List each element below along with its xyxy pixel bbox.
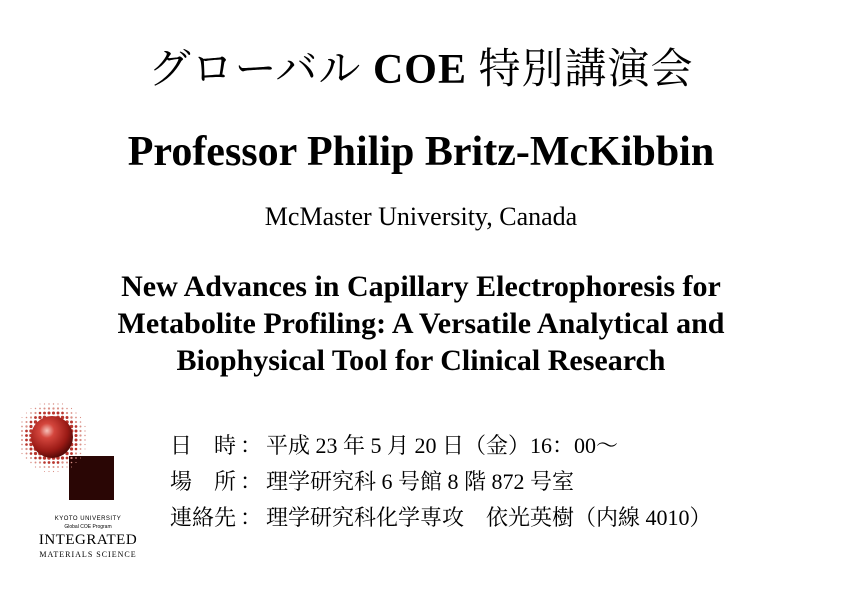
logo-dot: [57, 407, 59, 409]
logo-dot: [62, 403, 63, 404]
logo-dot: [84, 435, 85, 436]
logo-dot: [30, 421, 33, 424]
logo-dot: [80, 417, 81, 418]
event-title-jp-suffix: 特別講演会: [478, 47, 694, 93]
logo-dot: [52, 411, 55, 414]
logo-dot: [57, 466, 59, 468]
logo-dot: [34, 416, 37, 419]
detail-row-contact: 連絡先 ： 理学研究科化学専攻 依光英樹（内線 4010）: [170, 500, 810, 536]
talk-title-line: Metabolite Profiling: A Versatile Analytical and: [117, 307, 725, 340]
logo-dot: [34, 452, 37, 455]
logo-dot: [29, 425, 32, 428]
logo-dot: [25, 421, 27, 423]
logo-dot: [30, 452, 33, 455]
logo-dot: [52, 461, 55, 464]
logo-dot: [30, 462, 31, 463]
logo-dot: [39, 408, 41, 410]
logo-dot: [80, 457, 81, 458]
logo-dot: [75, 417, 77, 419]
logo-dot: [84, 444, 85, 445]
logo-dot: [30, 408, 31, 409]
detail-row-location: 場 所 ： 理学研究科 6 号館 8 階 872 号室: [170, 464, 810, 500]
logo-dot: [39, 466, 41, 468]
logo-dot: [21, 426, 23, 428]
detail-value: 理学研究科化学専攻 依光英樹（内線 4010）: [266, 505, 712, 530]
logo-dot: [43, 407, 45, 409]
event-title-jp-prefix: グローバル: [148, 47, 362, 93]
logo-dot: [43, 461, 46, 464]
logo-dot: [57, 403, 58, 404]
logo-dot: [84, 439, 85, 440]
logo-dot: [21, 448, 23, 450]
logo-dot: [66, 408, 68, 410]
logo-dot: [52, 407, 54, 409]
logo-dot: [66, 466, 67, 467]
speaker-name: Professor Philip Britz-McKibbin: [127, 129, 715, 175]
logo-dot: [34, 412, 36, 414]
logo-dot: [48, 471, 49, 472]
logo-dot: [75, 430, 78, 433]
logo-dot: [66, 416, 69, 419]
logo-dot: [21, 453, 22, 454]
logo-dot: [44, 403, 45, 404]
detail-value: 平成 23 年 5 月 20 日（金）16：00〜: [266, 433, 619, 458]
logo-dot: [75, 452, 77, 454]
logo-dot: [26, 453, 28, 455]
logo-dot: [26, 412, 27, 413]
logo-dot: [35, 408, 36, 409]
event-details: [170, 428, 810, 536]
logo-dot: [25, 443, 28, 446]
logo-program: Global COE Program: [64, 524, 112, 530]
logo-dot: [44, 471, 45, 472]
logo-dot: [75, 443, 78, 446]
logo-dot: [61, 461, 63, 463]
logo-dot: [79, 434, 81, 436]
logo-dot: [57, 412, 60, 415]
logo-dot: [38, 456, 41, 459]
logo-dot: [75, 462, 76, 463]
event-title-coe: COE: [372, 47, 467, 93]
logo-dot: [75, 412, 76, 413]
logo-dot: [79, 430, 81, 432]
logo-dot: [71, 467, 72, 468]
detail-label: 連絡先: [170, 505, 237, 530]
talk-title-line: Biophysical Tool for Clinical Research: [176, 344, 666, 377]
logo-dot: [21, 430, 23, 432]
logo-dot: [79, 439, 81, 441]
detail-label: 日 時: [170, 433, 237, 458]
logo-dot: [43, 412, 46, 415]
logo-dot: [47, 411, 50, 414]
logo-dot: [35, 462, 37, 464]
logo-dot: [66, 457, 69, 460]
logo-dot: [30, 457, 32, 459]
logo-dot: [71, 462, 73, 464]
logo-dot: [30, 412, 32, 414]
logo-dot: [30, 416, 32, 418]
logo-dot: [39, 412, 42, 415]
logo-dot: [74, 438, 77, 441]
logo-dot: [74, 434, 77, 437]
logo-dot: [61, 412, 64, 415]
logo-dot: [53, 403, 54, 404]
logo-dot: [25, 434, 28, 437]
logo-dot: [38, 416, 41, 419]
talk-title: [0, 268, 842, 379]
program-logo: [18, 400, 158, 570]
logo-dot: [84, 430, 85, 431]
logo-sphere: [31, 416, 73, 458]
logo-dot: [70, 416, 72, 418]
logo-dot: [48, 407, 50, 409]
logo-dot: [25, 425, 27, 427]
logo-mark-icon: [18, 400, 158, 512]
logo-dot: [21, 435, 23, 437]
logo-materials-science: MATERIALS SCIENCE: [39, 550, 137, 559]
logo-dot: [70, 421, 73, 424]
event-title: [0, 40, 842, 100]
logo-dot: [84, 426, 85, 427]
logo-dot: [26, 417, 28, 419]
logo-dot: [21, 421, 22, 422]
logo-dot: [80, 421, 82, 423]
logo-dot: [62, 466, 64, 468]
logo-dot: [35, 466, 36, 467]
logo-dot: [80, 448, 82, 450]
logo-dot: [75, 448, 78, 451]
logo-dot: [62, 408, 64, 410]
logo-dot: [48, 466, 50, 468]
logo-dot: [48, 461, 51, 464]
logo-dot: [25, 430, 28, 433]
logo-dot: [70, 452, 73, 455]
logo-dot: [70, 457, 72, 459]
logo-dot: [66, 412, 68, 414]
logo-dot: [21, 444, 23, 446]
logo-dot: [57, 471, 58, 472]
logo-dot: [39, 461, 41, 463]
logo-dot: [80, 453, 81, 454]
logo-dot: [71, 412, 73, 414]
speaker-affiliation: McMaster University, Canada: [264, 202, 578, 231]
logo-dot: [53, 471, 54, 472]
logo-dot: [48, 403, 49, 404]
talk-title-line: New Advances in Capillary Electrophoresis for: [121, 270, 721, 303]
logo-dot: [80, 426, 82, 428]
logo-dot: [84, 448, 85, 449]
logo-integrated: INTEGRATED: [38, 532, 138, 548]
logo-dot: [79, 443, 81, 445]
logo-dot: [75, 457, 77, 459]
detail-label: 場 所: [170, 469, 237, 494]
logo-dot: [25, 448, 27, 450]
logo-dot: [71, 408, 72, 409]
detail-value: 理学研究科 6 号館 8 階 872 号室: [266, 469, 575, 494]
logo-dot: [34, 457, 37, 460]
logo-dot: [21, 439, 23, 441]
logo-dot: [44, 466, 46, 468]
logo-dot: [26, 457, 27, 458]
logo-dot: [25, 439, 28, 442]
logo-dot: [53, 466, 55, 468]
logo-dot: [61, 456, 64, 459]
logo-dot: [66, 461, 68, 463]
logo-dot: [22, 417, 23, 418]
logo-dot: [57, 461, 60, 464]
logo-university: KYOTO UNIVERSITY: [54, 516, 122, 522]
detail-row-datetime: 日 時 ： 平成 23 年 5 月 20 日（金）16：00〜: [170, 428, 810, 464]
logo-dot: [39, 403, 40, 404]
logo-dot: [75, 421, 77, 423]
logo-dot: [75, 425, 78, 428]
logo-dot: [70, 447, 73, 450]
logo-dot: [29, 447, 32, 450]
